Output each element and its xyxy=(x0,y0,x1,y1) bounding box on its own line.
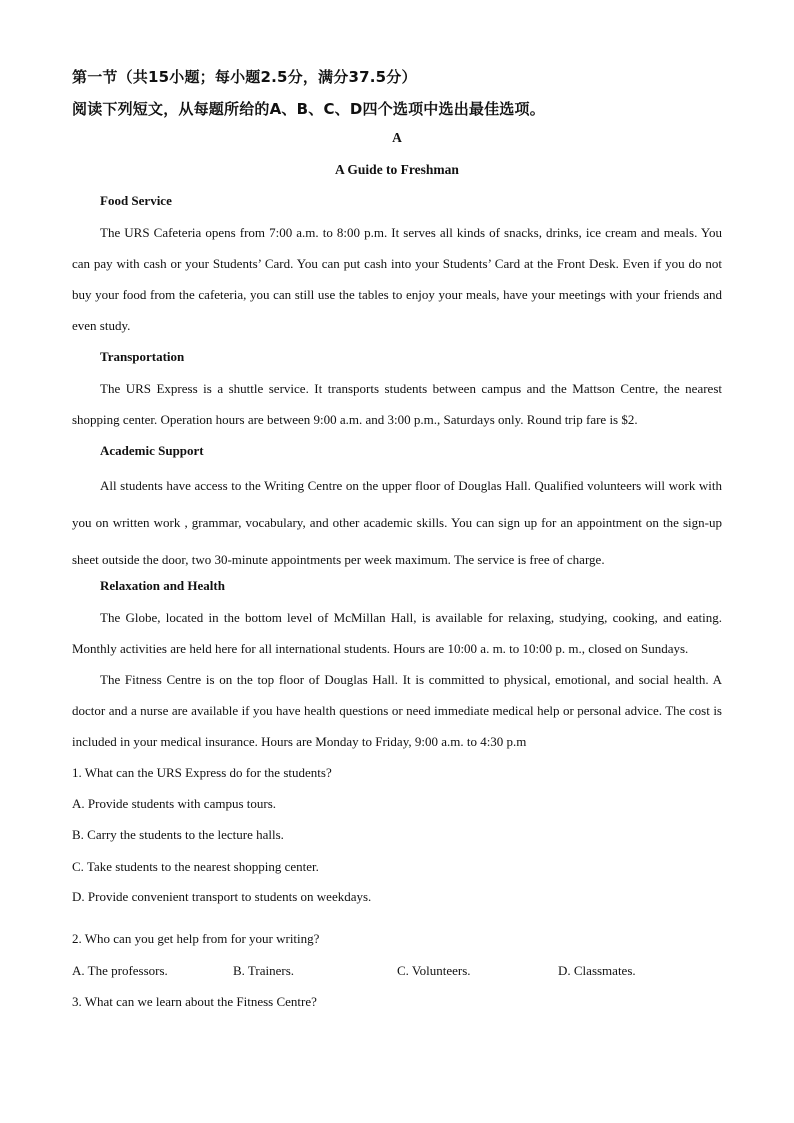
section-title: 第一节（共15小题；每小题2.5分，满分37.5分） xyxy=(72,68,417,86)
question-3-stem: 3. What can we learn about the Fitness Centre? xyxy=(72,994,317,1009)
question-2-option-d: D. Classmates. xyxy=(558,963,636,978)
section-heading-academic-support: Academic Support xyxy=(100,443,204,458)
question-2-option-c: C. Volunteers. xyxy=(397,963,471,978)
passage-title: A Guide to Freshman xyxy=(335,162,459,177)
question-1-option-d: D. Provide convenient transport to students on weekdays. xyxy=(72,889,372,904)
question-1-option-c: C. Take students to the nearest shopping center. xyxy=(72,859,319,874)
question-1-option-a: A. Provide students with campus tours. xyxy=(72,796,277,811)
paragraph-food-service: The URS Cafeteria opens from 7:00 a.m. to 8:00 p.m. It serves all kinds of snacks, drinks, ice cream and meals. You can pay with cash or your Students’ Card. You can put cash into your Students’ Card at the Front Desk. Even if you do not buy your food from the cafeteria, you can still use the tables to enjoy your meals, have your meetings with your friends and even study. xyxy=(72,225,722,333)
section-heading-food-service: Food Service xyxy=(100,193,172,208)
section-heading-transportation: Transportation xyxy=(100,349,185,364)
question-1-stem: 1. What can the URS Express do for the students? xyxy=(72,765,332,780)
passage-letter: A xyxy=(392,130,402,145)
question-2-option-b: B. Trainers. xyxy=(233,963,295,978)
paragraph-fitness-centre: The Fitness Centre is on the top floor of Douglas Hall. It is committed to physical, emotional, and social health. A doctor and a nurse are available if you have health questions or need immediate medical help or personal advice. The cost is included in your medical insurance. Hours are Monday to Friday, 9:00 a.m. to 4:30 p.m xyxy=(72,672,722,749)
section-heading-relaxation-health: Relaxation and Health xyxy=(100,578,225,593)
question-1-option-b: B. Carry the students to the lecture halls. xyxy=(72,827,284,842)
question-2-stem: 2. Who can you get help from for your writing? xyxy=(72,931,320,946)
paragraph-academic-support: All students have access to the Writing Centre on the upper floor of Douglas Hall. Qualified volunteers will work with you on written work , grammar, vocabulary, and other academic skills. You can sign up for an appointment on the sign-up sheet outside the door, two 30-minute appointments per week maximum. The service is free of charge. xyxy=(72,478,722,567)
paragraph-transportation: The URS Express is a shuttle service. It transports students between campus and the Mattson Centre, the nearest shopping center. Operation hours are between 9:00 a.m. and 3:00 p.m., Saturdays only. Round trip fare is $2. xyxy=(72,381,722,427)
instruction-text: 阅读下列短文，从每题所给的A、B、C、D四个选项中选出最佳选项。 xyxy=(72,100,545,118)
question-2-option-a: A. The professors. xyxy=(72,963,168,978)
paragraph-the-globe: The Globe, located in the bottom level of McMillan Hall, is available for relaxing, studying, cooking, and eating. Monthly activities are held here for all international students. Hours are 10:00 a. m. to 10:00 p. m., closed on Sundays. xyxy=(72,610,722,656)
